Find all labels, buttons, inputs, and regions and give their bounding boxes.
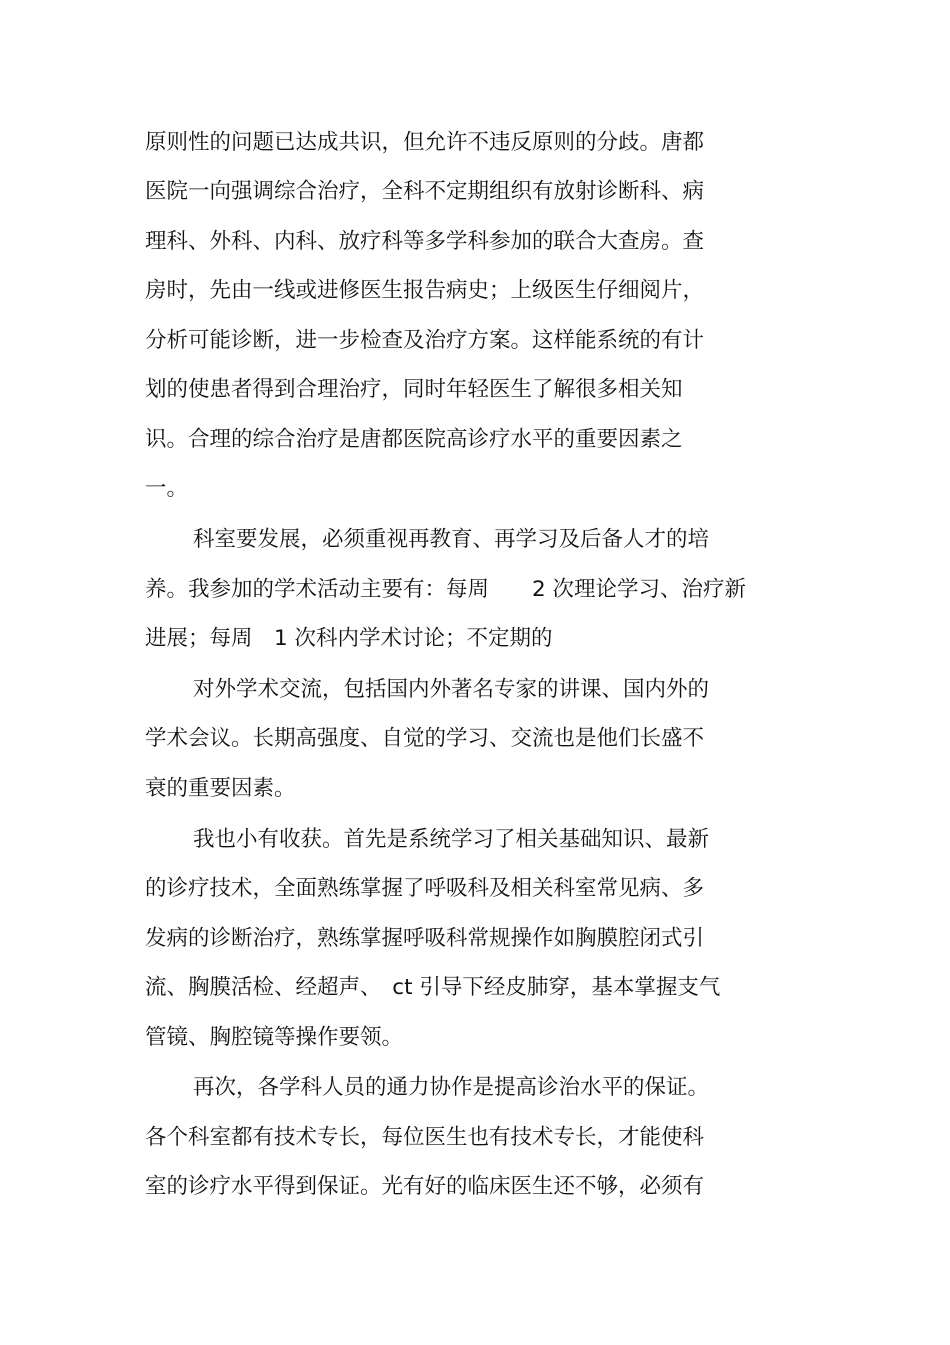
text-line: 房时，先由一线或进修医生报告病史；上级医生仔细阅片， <box>145 278 705 303</box>
text-line: 分析可能诊断，进一步检查及治疗方案。这样能系统的有计 <box>145 328 705 353</box>
text-line: 科室要发展，必须重视再教育、再学习及后备人才的培 <box>193 527 710 552</box>
text-line: 医院一向强调综合治疗，全科不定期组织有放射诊断科、病 <box>145 179 705 204</box>
text-line: 进展；每周 1 次科内学术讨论；不定期的 <box>145 626 553 651</box>
text-line: 理科、外科、内科、放疗科等多学科参加的联合大查房。查 <box>145 229 705 254</box>
text-line: 流、胸膜活检、经超声、 ct 引导下经皮肺穿，基本掌握支气 <box>145 975 721 1000</box>
text-line: 养。我参加的学术活动主要有：每周 2 次理论学习、治疗新 <box>145 577 747 602</box>
text-line: 对外学术交流，包括国内外著名专家的讲课、国内外的 <box>193 677 710 702</box>
text-line: 划的使患者得到合理治疗，同时年轻医生了解很多相关知 <box>145 377 683 402</box>
text-line: 原则性的问题已达成共识，但允许不违反原则的分歧。唐都 <box>145 130 705 155</box>
text-line: 我也小有收获。首先是系统学习了相关基础知识、最新 <box>193 827 710 852</box>
text-line: 学术会议。长期高强度、自觉的学习、交流也是他们长盛不 <box>145 726 705 751</box>
text-line: 管镜、胸腔镜等操作要领。 <box>145 1025 404 1050</box>
text-line: 衰的重要因素。 <box>145 776 296 801</box>
text-line: 一。 <box>145 476 189 501</box>
text-line: 各个科室都有技术专长，每位医生也有技术专长，才能使科 <box>145 1125 705 1150</box>
text-line: 再次，各学科人员的通力协作是提高诊治水平的保证。 <box>193 1075 710 1100</box>
text-line: 识。合理的综合治疗是唐都医院高诊疗水平的重要因素之 <box>145 427 683 452</box>
text-line: 的诊疗技术，全面熟练掌握了呼吸科及相关科室常见病、多 <box>145 876 705 901</box>
text-line: 室的诊疗水平得到保证。光有好的临床医生还不够，必须有 <box>145 1174 705 1199</box>
text-line: 发病的诊断治疗，熟练掌握呼吸科常规操作如胸膜腔闭式引 <box>145 926 705 951</box>
